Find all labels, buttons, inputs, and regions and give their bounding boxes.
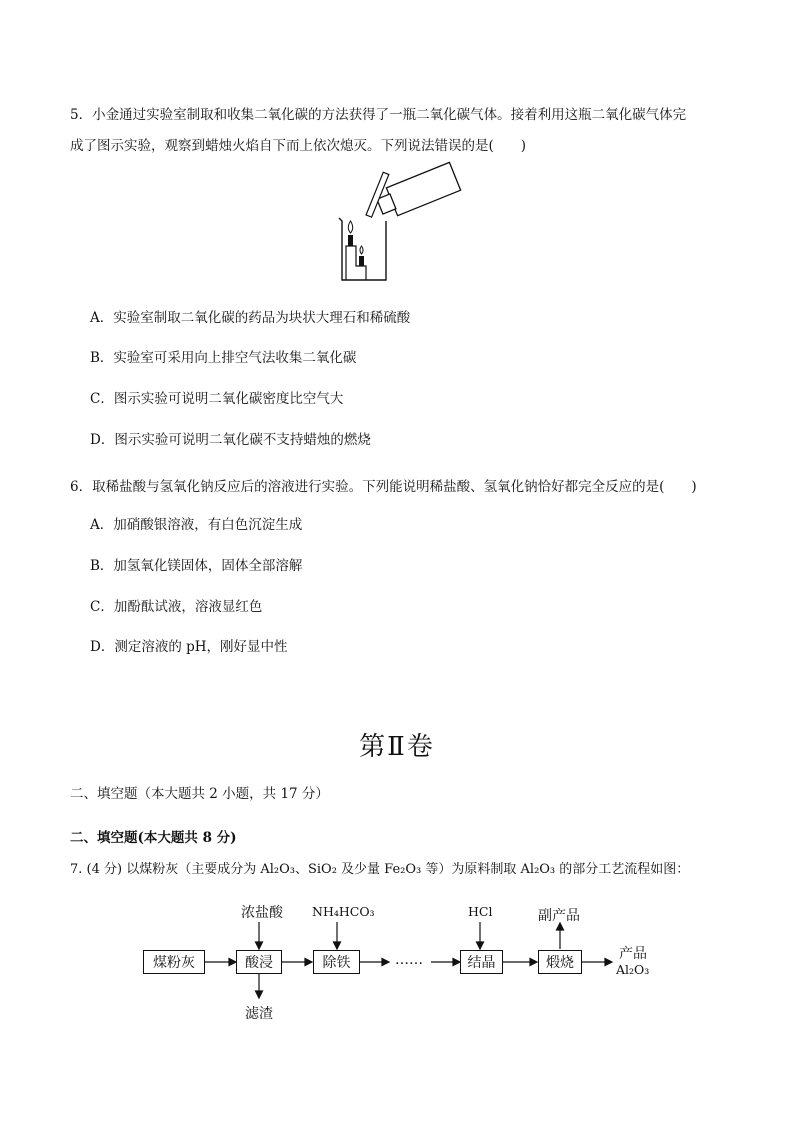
q6-stem: 6．取稀盐酸与氢氧化钠反应后的溶液进行实验。下列能说明稀盐酸、氢氧化钠恰好都完全反应的是( ) <box>70 479 697 495</box>
q6-option-a[interactable]: A．加硝酸银溶液，有白色沉淀生成 <box>90 517 303 533</box>
q6-option-b[interactable]: B．加氢氧化镁固体，固体全部溶解 <box>90 558 303 574</box>
q5-option-d[interactable]: D．图示实验可说明二氧化碳不支持蜡烛的燃烧 <box>90 432 371 448</box>
flow-ellipsis: …… <box>395 952 423 968</box>
flow-input-acid: 浓盐酸 <box>241 905 283 921</box>
flow-output-byproduct: 副产品 <box>538 908 580 924</box>
flow-input-nh4hco3: NH₄HCO₃ <box>312 904 375 919</box>
flow-step-start: 煤粉灰 <box>143 950 205 974</box>
q7-stem: 7. (4 分) 以煤粉灰（主要成分为 Al₂O₃、SiO₂ 及少量 Fe₂O₃ 等）为原料制取 Al₂O₃ 的部分工艺流程如图： <box>70 862 690 877</box>
section-heading-bold: 二、填空题(本大题共 8 分) <box>70 830 237 846</box>
flow-step-acid-leach: 酸浸 <box>236 950 282 974</box>
flow-product-label: 产品 <box>619 946 647 962</box>
flow-step-calcine: 煅烧 <box>538 950 582 974</box>
flow-step-crystallize: 结晶 <box>460 950 503 974</box>
q5-option-c[interactable]: C．图示实验可说明二氧化碳密度比空气大 <box>90 391 344 407</box>
volume-title: 第Ⅱ卷 <box>359 732 435 762</box>
upper-candle-icon <box>348 221 353 246</box>
q6-option-c[interactable]: C．加酚酞试液，溶液显红色 <box>90 599 263 615</box>
q5-option-a[interactable]: A．实验室制取二氧化碳的药品为块状大理石和稀硫酸 <box>90 310 411 326</box>
q5-stem-line2: 成了图示实验，观察到蜡烛火焰自下而上依次熄灭。下列说法错误的是( ) <box>70 138 527 154</box>
q5-option-b[interactable]: B．实验室可采用向上排空气法收集二氧化碳 <box>90 350 357 366</box>
flow-product-formula: Al₂O₃ <box>616 962 650 977</box>
section-heading: 二、填空题（本大题共 2 小题，共 17 分） <box>70 786 329 802</box>
lower-candle-icon <box>359 246 364 266</box>
q5-stem-line1: 5．小金通过实验室制取和收集二氧化碳的方法获得了一瓶二氧化碳气体。接着利用这瓶二氧化碳气体完 <box>70 107 687 123</box>
gas-bottle-icon <box>374 162 460 220</box>
flow-input-hcl: HCl <box>468 904 493 919</box>
flow-output-residue: 滤渣 <box>245 1006 273 1022</box>
flow-step-iron-removal: 除铁 <box>313 950 360 974</box>
q6-option-d[interactable]: D．测定溶液的 pH，刚好显中性 <box>90 639 288 655</box>
